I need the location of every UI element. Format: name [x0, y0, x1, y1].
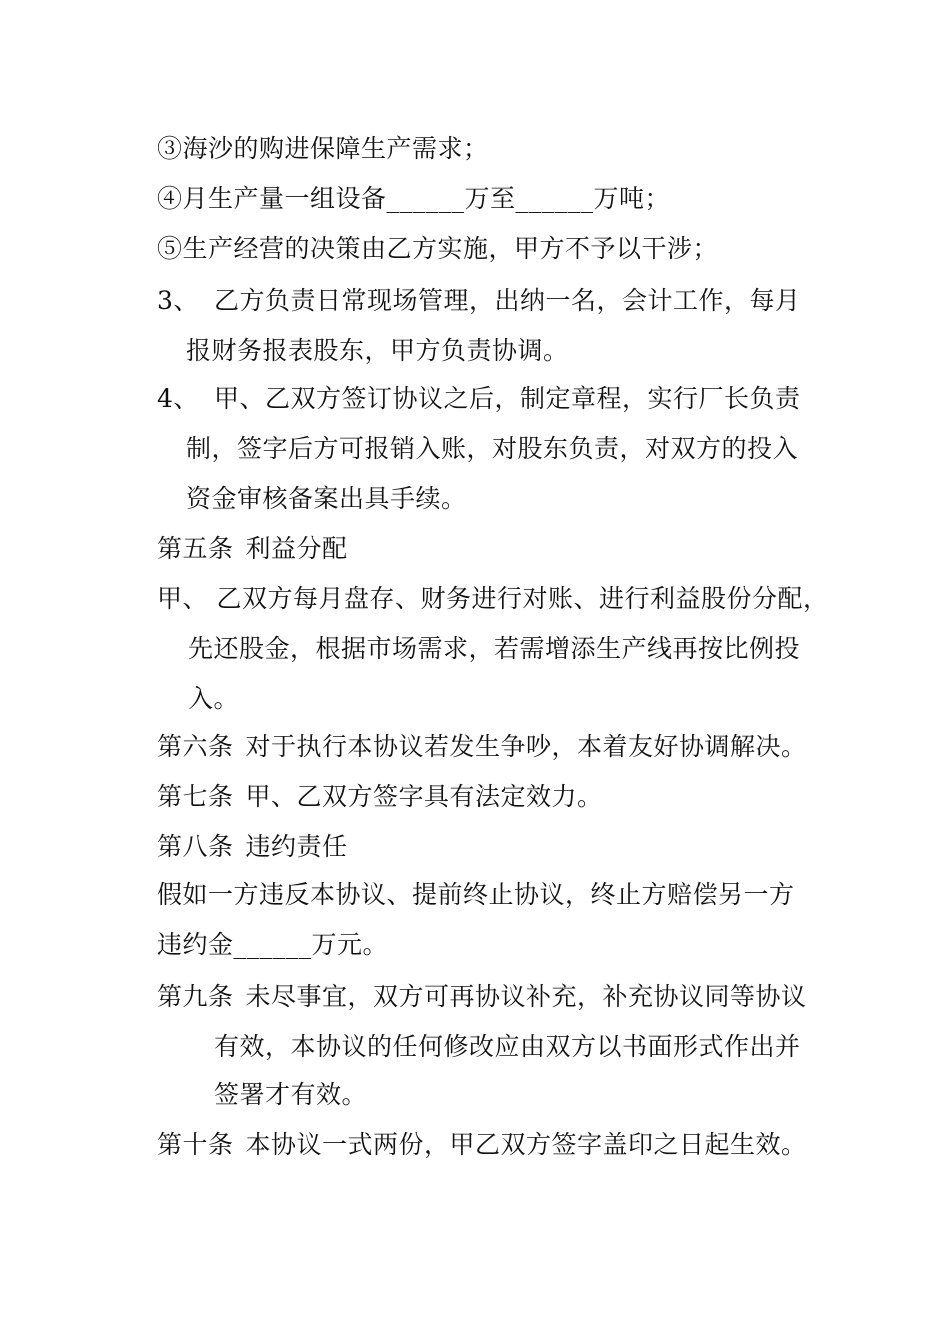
- article-5-line-2: 先还股金，根据市场需求，若需增添生产线再按比例投: [188, 634, 801, 663]
- list-item-4: ④月生产量一组设备______万至______万吨；: [157, 184, 671, 213]
- article-6-text: 对于执行本协议若发生争吵，本着友好协调解决。: [245, 732, 807, 761]
- list-item-5: ⑤生产经营的决策由乙方实施，甲方不予以干涉；: [157, 234, 719, 263]
- article-6: [157, 730, 807, 764]
- article-9-line-2: 有效，本协议的任何修改应由双方以书面形式作出并: [214, 1032, 801, 1061]
- article-8-title: 第八条: [157, 832, 234, 861]
- clause-4-line-1: [157, 382, 801, 416]
- clause-4-number: 4、: [157, 384, 199, 413]
- article-7: [157, 780, 603, 814]
- clause-4-text-1: 甲、乙双方签订协议之后，制定章程，实行厂长负责: [214, 384, 801, 413]
- article-8-line-2: 违约金______万元。: [157, 930, 389, 959]
- article-9-title: 第九条: [157, 982, 234, 1011]
- article-7-title: 第七条: [157, 782, 234, 811]
- article-5-heading-text: 利益分配: [245, 534, 348, 563]
- article-5-line-3: 入。: [188, 684, 240, 713]
- article-10: [157, 1128, 807, 1162]
- article-9-text-1: 未尽事宜，双方可再协议补充，补充协议同等协议: [245, 982, 807, 1011]
- article-9-line-3: 签署才有效。: [214, 1080, 368, 1109]
- clause-3-number: 3、: [157, 286, 199, 315]
- article-10-title: 第十条: [157, 1130, 234, 1159]
- article-5-heading: [157, 532, 348, 566]
- article-9-line-1: [157, 980, 807, 1014]
- article-7-text: 甲、乙双方签字具有法定效力。: [245, 782, 603, 811]
- article-6-title: 第六条: [157, 732, 234, 761]
- clause-4-line-3: 资金审核备案出具手续。: [186, 484, 467, 513]
- clause-3-text-1: 乙方负责日常现场管理，出纳一名，会计工作，每月: [214, 286, 801, 315]
- clause-3-line-1: [157, 284, 801, 318]
- clause-4-line-2: 制，签字后方可报销入账，对股东负责，对双方的投入: [186, 434, 799, 463]
- article-8-heading: [157, 830, 348, 864]
- article-10-text: 本协议一式两份，甲乙双方签字盖印之日起生效。: [245, 1130, 807, 1159]
- article-8-heading-text: 违约责任: [245, 832, 348, 861]
- clause-3-line-2: 报财务报表股东，甲方负责协调。: [186, 336, 569, 365]
- article-5-line-1: 甲、 乙双方每月盘存、财务进行对账、进行利益股份分配，: [157, 584, 829, 613]
- article-5-title: 第五条: [157, 534, 234, 563]
- article-8-line-1: 假如一方违反本协议、提前终止协议，终止方赔偿另一方: [157, 880, 795, 909]
- list-item-3: ③海沙的购进保障生产需求；: [157, 134, 489, 163]
